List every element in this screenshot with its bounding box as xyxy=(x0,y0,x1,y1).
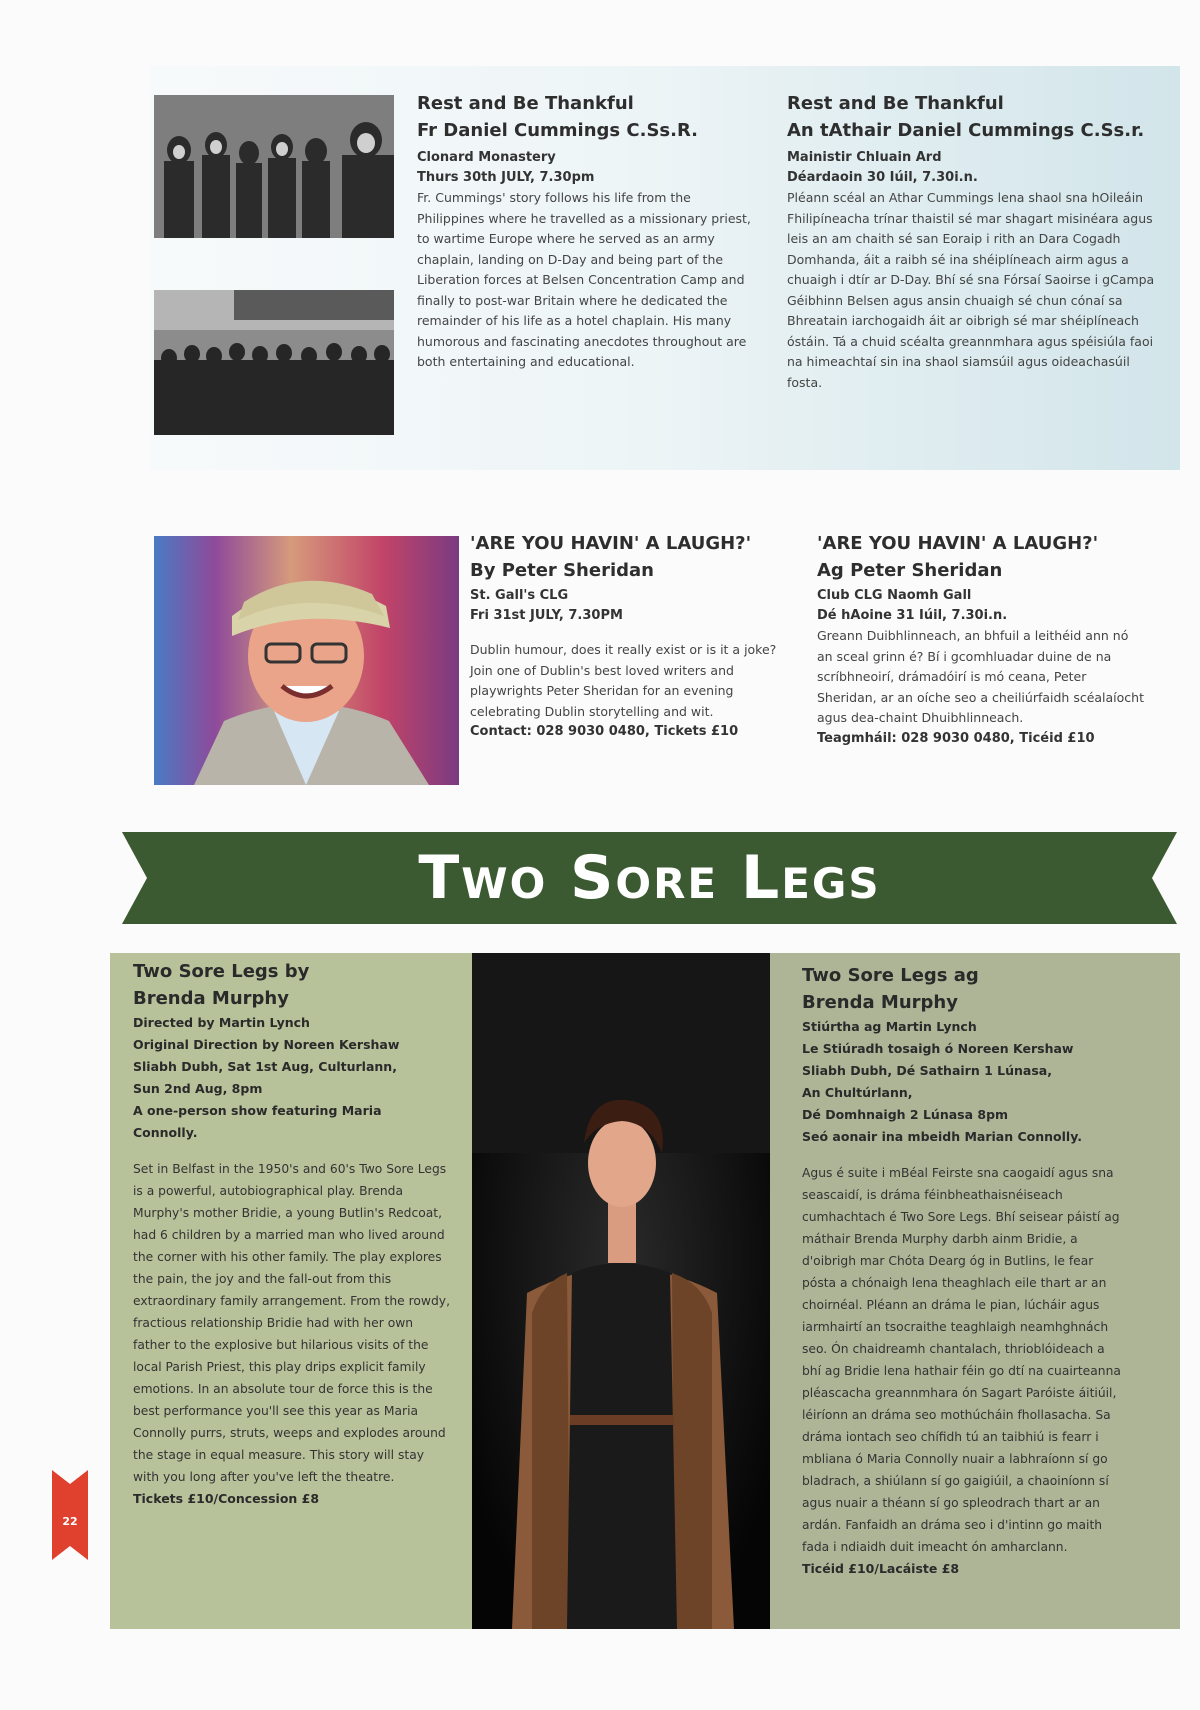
event-subtitle: Brenda Murphy xyxy=(133,988,289,1009)
event-detail-line: Sun 2nd Aug, 8pm xyxy=(133,1081,263,1096)
event-date: Déardaoin 30 Iúil, 7.30i.n. xyxy=(787,170,978,185)
event-detail-line: Seó aonair ina mbeidh Marian Connolly. xyxy=(802,1129,1082,1144)
event-subtitle: An tAthair Daniel Cummings C.Ss.r. xyxy=(787,120,1145,141)
event-tickets: Tickets £10/Concession £8 xyxy=(133,1491,320,1506)
event-date: Fri 31st JULY, 7.30PM xyxy=(470,608,623,623)
event-tickets: Ticéid £10/Lacáiste £8 xyxy=(802,1561,960,1576)
event-subtitle: Fr Daniel Cummings C.Ss.R. xyxy=(417,120,698,141)
two-sore-legs-irish xyxy=(802,962,1122,1580)
peter-sheridan-photo xyxy=(154,536,459,785)
event-date: Thurs 30th JULY, 7.30pm xyxy=(417,170,595,185)
event-description: Fr. Cummings' story follows his life from the Philippines where he travelled as a missionary priest, to wartime Europe where he served as an army chaplain, landing on D-Day and being part of the Liberation forces at Belsen Concentration Camp and finally to post-war Britain where he dedicated the remainder of his life as a hotel chaplain. His many humorous and fascinating anecdotes throughout are both entertaining and educational. xyxy=(417,190,751,369)
banner-title: Two Sore Legs xyxy=(418,843,881,913)
event-title: Two Sore Legs ag xyxy=(802,965,979,986)
archive-photo-group xyxy=(154,290,394,435)
event-detail-line: Dé Domhnaigh 2 Lúnasa 8pm xyxy=(802,1107,1009,1122)
event-title: 'ARE YOU HAVIN' A LAUGH?' xyxy=(817,533,1099,554)
event-detail-line: Connolly. xyxy=(133,1125,198,1140)
event-detail-line: Directed by Martin Lynch xyxy=(133,1015,310,1030)
event-detail-line: Sliabh Dubh, Sat 1st Aug, Culturlann, xyxy=(133,1059,397,1074)
event-detail-line: An Chultúrlann, xyxy=(802,1085,913,1100)
event-cummings-irish xyxy=(787,90,1157,393)
event-cummings-english xyxy=(417,90,752,373)
event-description: Agus é suite i mBéal Feirste sna caogaidí agus sna seascaidí, is dráma féinbheathaisnéiseach cumhachtach é Two Sore Legs. Bhí seisear páistí ag máthair Brenda Murphy darbh ainm Bridie, a d'oibrigh mar Chóta Dearg óg in Butlins, le fear pósta a chónaigh lena theaghlach eile thart ar an choirnéal. Pléann an dráma le pian, lúcháir agus iarmhairtí an tsocraithe teaghlaigh neamhghnách seo. Ón chaidreamh chantalach, thrioblóideach a bhí ag Bridie lena hathair féin go dtí na cuairteanna pléascacha greannmhara ón Sagart Paróiste áitiúil, léiríonn an dráma seo mothúcháin fhollasacha. Sa dráma iontach seo chífidh tú an taibhiú is fearr i mbliana ó Maria Connolly nuair a labhraíonn sí go bladrach, a shiúlann sí go gaigiúil, a chaoiníonn sí agus nuair a théann sí go spleodrach thart ar an ardán. Fanfaidh an dráma seo i d'intinn go maith fada i ndiaidh duit imeacht ón amharclann. xyxy=(802,1166,1121,1554)
event-title: Rest and Be Thankful xyxy=(787,93,1004,114)
event-description: Greann Duibhlinneach, an bhfuil a leithéid ann nó an sceal grinn é? Bí i gcomhluadar duine de na scríbhneoirí, drámadóirí is mó ceana, Peter Sheridan, ar an oíche seo a cheiliúrfaidh scéalaíocht agus dea-chaint Dhuibhlinneach. xyxy=(817,628,1145,725)
event-detail-line: Sliabh Dubh, Dé Sathairn 1 Lúnasa, xyxy=(802,1063,1052,1078)
event-venue: Mainistir Chluain Ard xyxy=(787,150,942,165)
event-venue: Clonard Monastery xyxy=(417,150,556,165)
event-venue: Club CLG Naomh Gall xyxy=(817,588,972,603)
event-subtitle: Brenda Murphy xyxy=(802,992,958,1013)
event-detail-line: Original Direction by Noreen Kershaw xyxy=(133,1037,400,1052)
event-description: Dublin humour, does it really exist or is it a joke? Join one of Dublin's best loved writers and playwrights Peter Sheridan for an evening celebrating Dublin storytelling and wit. xyxy=(470,642,777,719)
event-title: Two Sore Legs by xyxy=(133,961,310,982)
event-description: Pléann scéal an Athar Cummings lena shaol sna hOileáin Fhilipíneacha trínar thaistil sé mar shagart misinéara agus leis an am chaith sé san Eoraip i rith an Dara Cogadh Domhanda, áit a raibh sé ina shéiplíneach airm agus a chuaigh i dtír ar D-Day. Bhí sé sna Fórsaí Saoirse i gCampa Géibhinn Belsen agus ansin chuaigh sé chun cónaí sa Bhreatain iarchogaidh áit ar oibrigh sé mar shéiplíneach óstáin. Tá a chuid scéalta greannmhara agus spéisiúla faoi na himeachtaí sin ina shaol siamsúil agus oideachasúil fosta. xyxy=(787,190,1155,390)
event-title: Rest and Be Thankful xyxy=(417,93,634,114)
event-venue: St. Gall's CLG xyxy=(470,588,569,603)
event-contact: Contact: 028 9030 0480, Tickets £10 xyxy=(470,724,739,739)
event-subtitle: Ag Peter Sheridan xyxy=(817,560,1003,581)
event-laugh-irish xyxy=(817,530,1147,749)
maria-connolly-stage-photo xyxy=(472,953,770,1629)
event-detail-line: Stiúrtha ag Martin Lynch xyxy=(802,1019,977,1034)
event-date: Dé hAoine 31 Iúil, 7.30i.n. xyxy=(817,608,1008,623)
event-contact: Teagmháil: 028 9030 0480, Ticéid £10 xyxy=(817,730,1095,746)
event-detail-line: Le Stiúradh tosaigh ó Noreen Kershaw xyxy=(802,1041,1074,1056)
archive-photo-crowd xyxy=(154,95,394,238)
page-number: 22 xyxy=(62,1515,78,1528)
event-laugh-english xyxy=(470,530,785,742)
two-sore-legs-english xyxy=(133,958,453,1510)
event-description: Set in Belfast in the 1950's and 60's Two Sore Legs is a powerful, autobiographical play. Brenda Murphy's mother Bridie, a young Butlin's Redcoat, had 6 children by a married man who lived around the corner with his other family. The play explores the pain, the joy and the fall-out from this extraordinary family arrangement. From the rowdy, fractious relationship Bridie had with her own father to the explosive but hilarious visits of the local Parish Priest, this play drips explicit family emotions. In an absolute tour de force this is the best performance you'll see this year as Maria Connolly purrs, struts, weeps and explodes around the stage in equal measure. This story will stay with you long after you've left the theatre. xyxy=(133,1162,450,1484)
event-title: 'ARE YOU HAVIN' A LAUGH?' xyxy=(470,533,752,554)
event-subtitle: By Peter Sheridan xyxy=(470,560,654,581)
event-detail-line: A one-person show featuring Maria xyxy=(133,1103,382,1118)
